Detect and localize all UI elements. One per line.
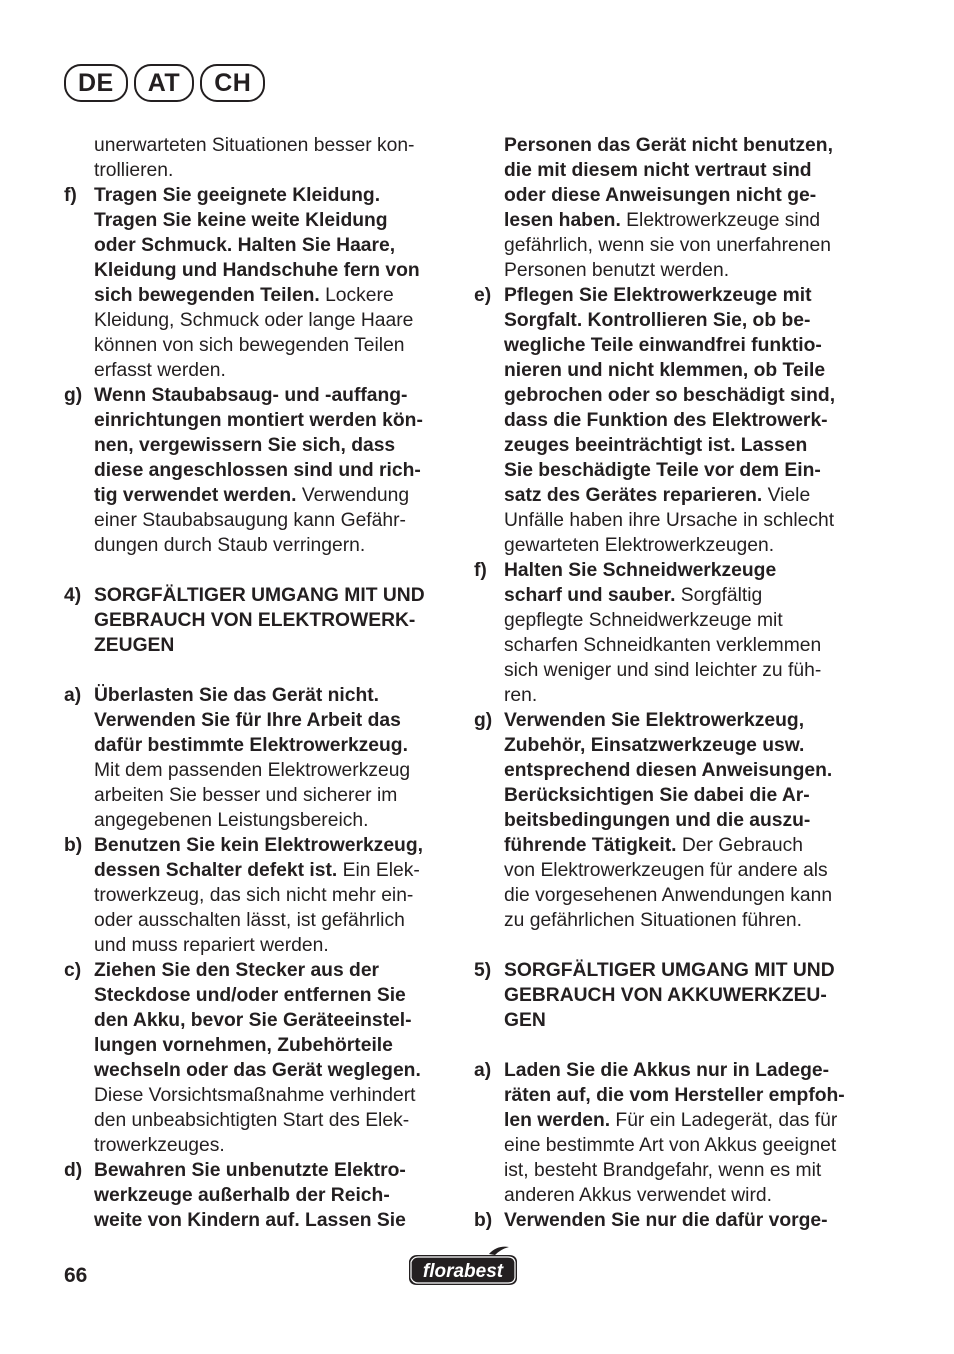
item-f-cutting-tools — [474, 558, 864, 708]
item-bold-text: Personen das Gerät nicht benutzen, die mit diesem nicht vertraut sind oder diese Anweisungen nicht ge- lesen haben. — [504, 135, 833, 231]
florabest-logo — [405, 1245, 521, 1291]
item-bold-text: Tragen Sie geeignete Kleidung. Tragen Sie keine weite Kleidung oder Schmuck. Halten Sie Haare, Kleidung und Handschuhe fern von sich bewegenden Teilen. — [94, 185, 420, 306]
logo-text: florabest — [422, 1261, 504, 1282]
item-bold-text: Überlasten Sie das Gerät nicht. Verwenden Sie für Ihre Arbeit das dafür bestimmte Elektrowerkzeug. — [94, 685, 408, 756]
item-bold-text: Halten Sie Schneidwerkzeuge scharf und sauber. — [504, 560, 777, 606]
section-title: SORGFÄLTIGER UMGANG MIT UND GEBRAUCH VON AKKUWERKZEU- GEN — [504, 960, 835, 1031]
item-text: Ein Elek- trowerkzeug, das sich nicht mehr ein- oder ausschalten lässt, ist gefährlich und muss repariert werden. — [94, 860, 420, 956]
section-label: 4) — [64, 585, 82, 606]
spacer — [64, 558, 454, 583]
item-b-batteries — [474, 1208, 864, 1233]
item-text: Lockere Kleidung, Schmuck oder lange Haare können von sich bewegenden Teilen erfasst werden. — [94, 285, 414, 381]
badge-at: AT — [134, 64, 194, 102]
intro-text: unerwarteten Situationen besser kon- trollieren. — [94, 135, 415, 181]
item-b-switch — [64, 833, 454, 958]
item-bold-text: Benutzen Sie kein Elektrowerkzeug, dessen Schalter defekt ist. — [94, 835, 423, 881]
item-c-unplug — [64, 958, 454, 1158]
language-badges — [64, 64, 271, 102]
item-label: e) — [474, 285, 492, 306]
item-text: Mit dem passenden Elektrowerkzeug arbeiten Sie besser und sicherer im angegebenen Leistungsbereich. — [94, 760, 411, 831]
item-a-chargers — [474, 1058, 864, 1208]
badge-ch: CH — [200, 64, 265, 102]
item-bold-text: Verwenden Sie nur die dafür vorge- — [504, 1210, 828, 1231]
item-text: Verwendung einer Staubabsaugung kann Gefähr- dungen durch Staub verringern. — [94, 485, 410, 556]
item-label: a) — [64, 685, 82, 706]
item-bold-text: Wenn Staubabsaug- und -auffang- einrichtungen montiert werden kön- nen, vergewissern Sie sich, dass diese angeschlossen sind und rich- tig verwendet werden. — [94, 385, 423, 506]
item-label: b) — [64, 835, 83, 856]
item-text: Viele Unfälle haben ihre Ursache in schlecht gewarteten Elektrowerkzeugen. — [504, 485, 835, 556]
item-bold-text: Pflegen Sie Elektrowerkzeuge mit Sorgfalt. Kontrollieren Sie, ob be- wegliche Teile einwandfrei funktio- nieren und nicht klemmen, ob Teile gebrochen oder so beschädigt sind, dass die Funktion des Elektrowerk- zeuges beeinträchtigt ist. Lassen Sie beschädigte Teile vor dem Ein- satz des Gerätes reparieren. — [504, 285, 836, 506]
badge-de: DE — [64, 64, 128, 102]
spacer — [474, 1033, 864, 1058]
item-g-usage — [474, 708, 864, 933]
item-bold-text: Verwenden Sie Elektrowerkzeug, Zubehör, Einsatzwerkzeuge usw. entsprechend diesen Anweisungen. Berücksichtigen Sie dabei die Ar- beitsbedingungen und die auszu- führende Tätigkeit. — [504, 710, 833, 856]
spacer — [474, 933, 864, 958]
item-bold-text: Ziehen Sie den Stecker aus der Steckdose und/oder entfernen Sie den Akku, bevor Sie Geräteeinstel- lungen vornehmen, Zubehörteile wechseln oder das Gerät weglegen. — [94, 960, 421, 1081]
section-label: 5) — [474, 960, 492, 981]
item-d-storage — [64, 1158, 454, 1233]
item-label: f) — [474, 560, 487, 581]
item-label: f) — [64, 185, 77, 206]
item-bold-text: Bewahren Sie unbenutzte Elektro- werkzeuge außerhalb der Reich- weite von Kindern auf. Lassen Sie — [94, 1160, 406, 1231]
item-label: d) — [64, 1160, 83, 1181]
item-text: Sorgfältig gepflegte Schneidwerkzeuge mit scharfen Schneidkanten verklemmen sich weniger und sind leichter zu füh- ren. — [504, 585, 822, 706]
item-text: Elektrowerkzeuge sind gefährlich, wenn sie von unerfahrenen Personen benutzt werden. — [504, 210, 831, 281]
item-f-clothing — [64, 183, 454, 383]
left-column — [64, 133, 454, 1233]
item-d-continuation — [474, 133, 864, 283]
page-number: 66 — [64, 1264, 88, 1287]
right-column — [474, 133, 864, 1233]
intro-continuation — [64, 133, 454, 183]
item-label: c) — [64, 960, 82, 981]
section-title: SORGFÄLTIGER UMGANG MIT UND GEBRAUCH VON ELEKTROWERK- ZEUGEN — [94, 585, 425, 656]
item-text: Diese Vorsichtsmaßnahme verhindert den unbeabsichtigten Start des Elek- trowerkzeuges. — [94, 1085, 416, 1156]
item-label: a) — [474, 1060, 492, 1081]
item-label: g) — [474, 710, 493, 731]
item-g-dust-extraction — [64, 383, 454, 558]
section-4-heading — [64, 583, 454, 658]
item-label: g) — [64, 385, 83, 406]
item-text: Der Gebrauch von Elektrowerkzeugen für andere als die vorgesehenen Anwendungen kann zu gefährlichen Situationen führen. — [504, 835, 833, 931]
item-e-maintenance — [474, 283, 864, 558]
item-label: b) — [474, 1210, 493, 1231]
item-bold-text: Laden Sie die Akkus nur in Ladege- räten auf, die vom Hersteller empfoh- len werden. — [504, 1060, 845, 1131]
item-a-overload — [64, 683, 454, 833]
section-5-heading — [474, 958, 864, 1033]
spacer — [64, 658, 454, 683]
item-text: Für ein Ladegerät, das für eine bestimmte Art von Akkus geeignet ist, besteht Brandgefahr, wenn es mit anderen Akkus verwendet wird. — [504, 1110, 838, 1206]
